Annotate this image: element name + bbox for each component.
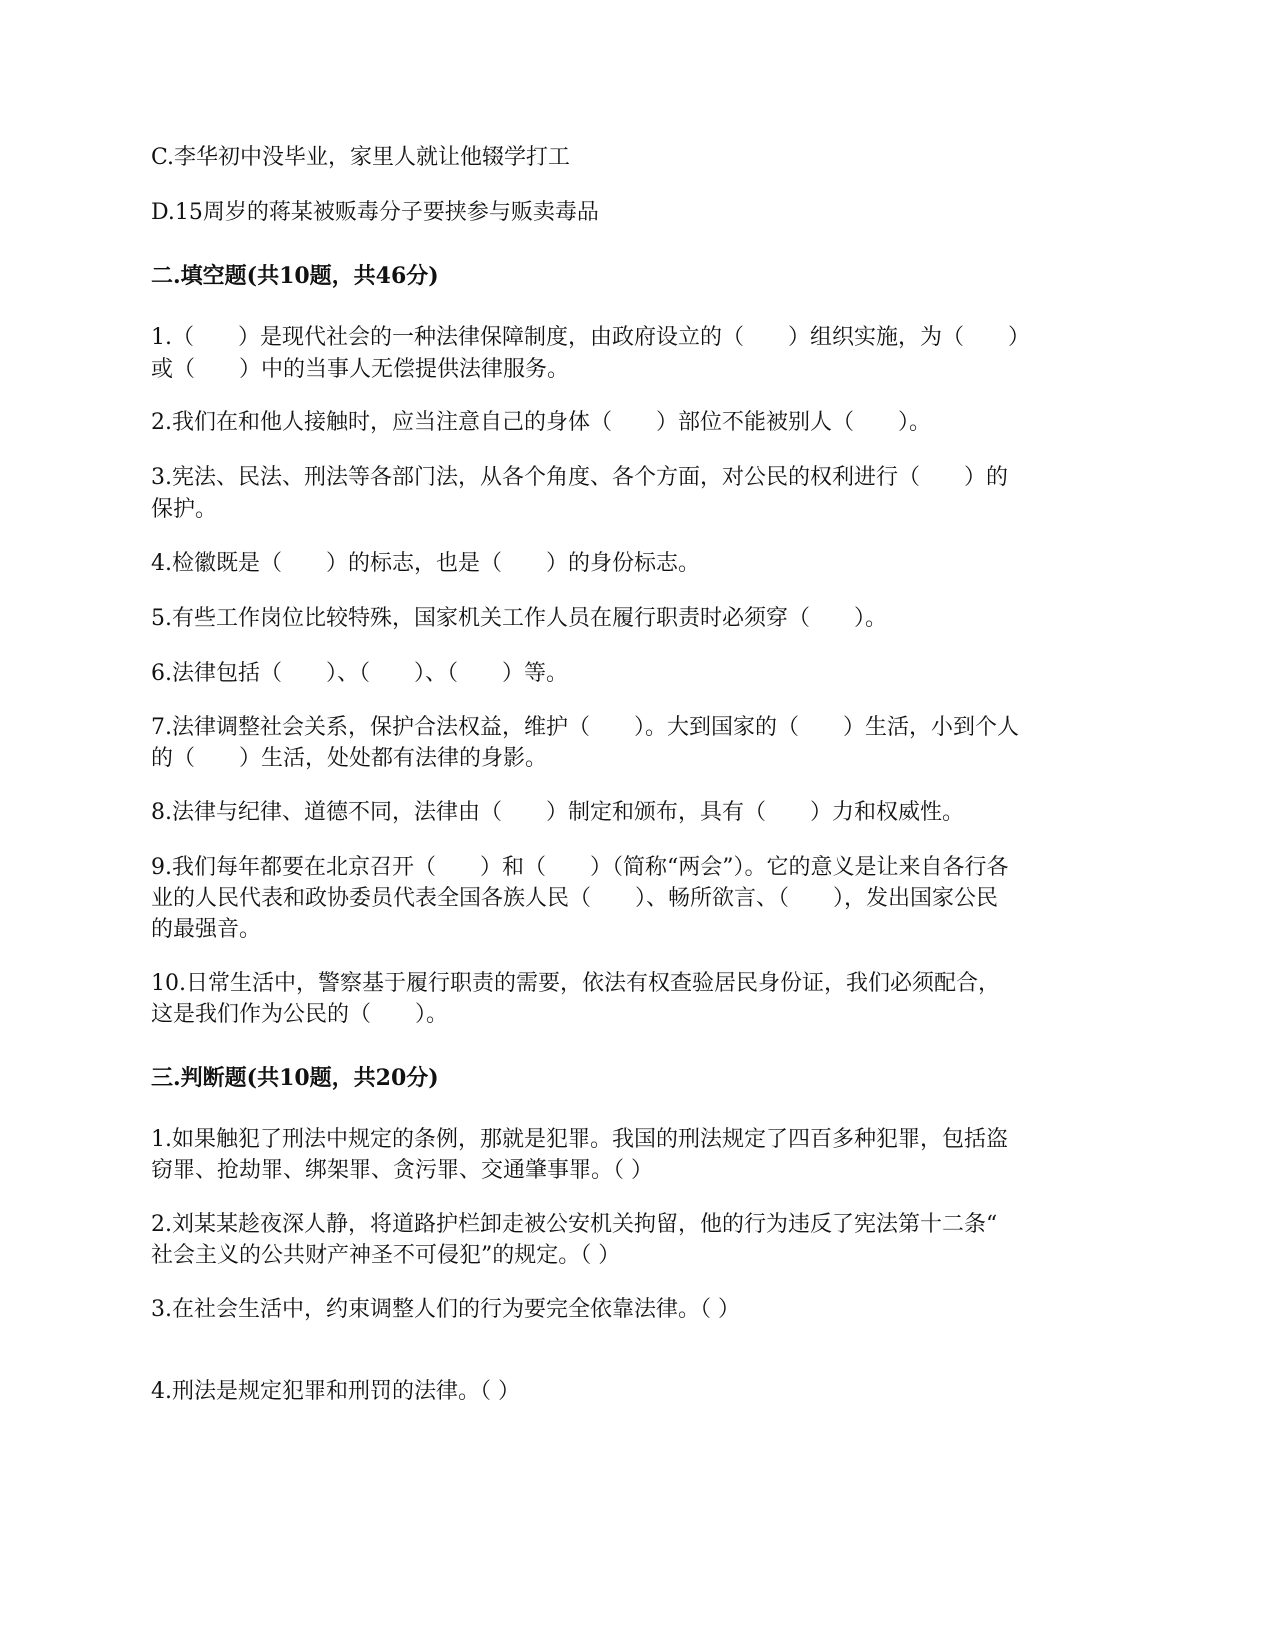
fill-q10-line1: 10.日常生活中，警察基于履行职责的需要，依法有权查验居民身份证，我们必须配合，: [151, 971, 1000, 996]
fill-q7-line1: 7.法律调整社会关系，保护合法权益，维护（ ）。大到国家的（ ）生活，小到个人: [151, 715, 1019, 740]
fill-q3-line1: 3.宪法、民法、刑法等各部门法，从各个角度、各个方面，对公民的权利进行（ ）的: [151, 465, 1008, 490]
judge-q2-line2: 社会主义的公共财产神圣不可侵犯”的规定。（ ）: [151, 1243, 621, 1268]
judge-q4: 4.刑法是规定犯罪和刑罚的法律。（ ）: [151, 1379, 520, 1404]
fill-q9-line1: 9.我们每年都要在北京召开（ ）和（ ）（简称“两会”）。它的意义是让来自各行各: [151, 855, 1009, 880]
fill-q1-line2: 或（ ）中的当事人无偿提供法律服务。: [151, 357, 570, 382]
fill-q8: 8.法律与纪律、道德不同，法律由（ ）制定和颁布，具有（ ）力和权威性。: [151, 800, 964, 825]
judge-q1-line1: 1.如果触犯了刑法中规定的条例，那就是犯罪。我国的刑法规定了四百多种犯罪，包括盗: [151, 1127, 1008, 1152]
mc-option-d: D.15周岁的蒋某被贩毒分子要挟参与贩卖毒品: [151, 200, 599, 225]
section3-heading: 三.判断题(共10题，共20分): [151, 1065, 439, 1091]
section2-heading: 二.填空题(共10题，共46分): [151, 263, 439, 289]
fill-q3-line2: 保护。: [151, 497, 218, 522]
fill-q7-line2: 的（ ）生活，处处都有法律的身影。: [151, 746, 548, 771]
fill-q4: 4.检徽既是（ ）的标志，也是（ ）的身份标志。: [151, 551, 700, 576]
fill-q1-line1: 1.（ ）是现代社会的一种法律保障制度，由政府设立的（ ）组织实施，为（ ）: [151, 325, 1030, 350]
fill-q9-line2: 业的人民代表和政协委员代表全国各族人民（ ）、畅所欲言、（ ），发出国家公民: [151, 886, 999, 911]
fill-q10-line2: 这是我们作为公民的（ ）。: [151, 1002, 449, 1027]
fill-q5: 5.有些工作岗位比较特殊，国家机关工作人员在履行职责时必须穿（ ）。: [151, 606, 887, 631]
fill-q2: 2.我们在和他人接触时，应当注意自己的身体（ ）部位不能被别人（ ）。: [151, 410, 931, 435]
mc-option-c: C.李华初中没毕业，家里人就让他辍学打工: [151, 145, 571, 170]
judge-q1-line2: 窃罪、抢劫罪、绑架罪、贪污罪、交通肇事罪。（ ）: [151, 1158, 653, 1183]
fill-q6: 6.法律包括（ ）、（ ）、（ ）等。: [151, 661, 568, 686]
fill-q9-line3: 的最强音。: [151, 917, 262, 942]
judge-q3: 3.在社会生活中，约束调整人们的行为要完全依靠法律。（ ）: [151, 1297, 740, 1322]
judge-q2-line1: 2.刘某某趁夜深人静，将道路护栏卸走被公安机关拘留，他的行为违反了宪法第十二条“: [151, 1212, 998, 1237]
